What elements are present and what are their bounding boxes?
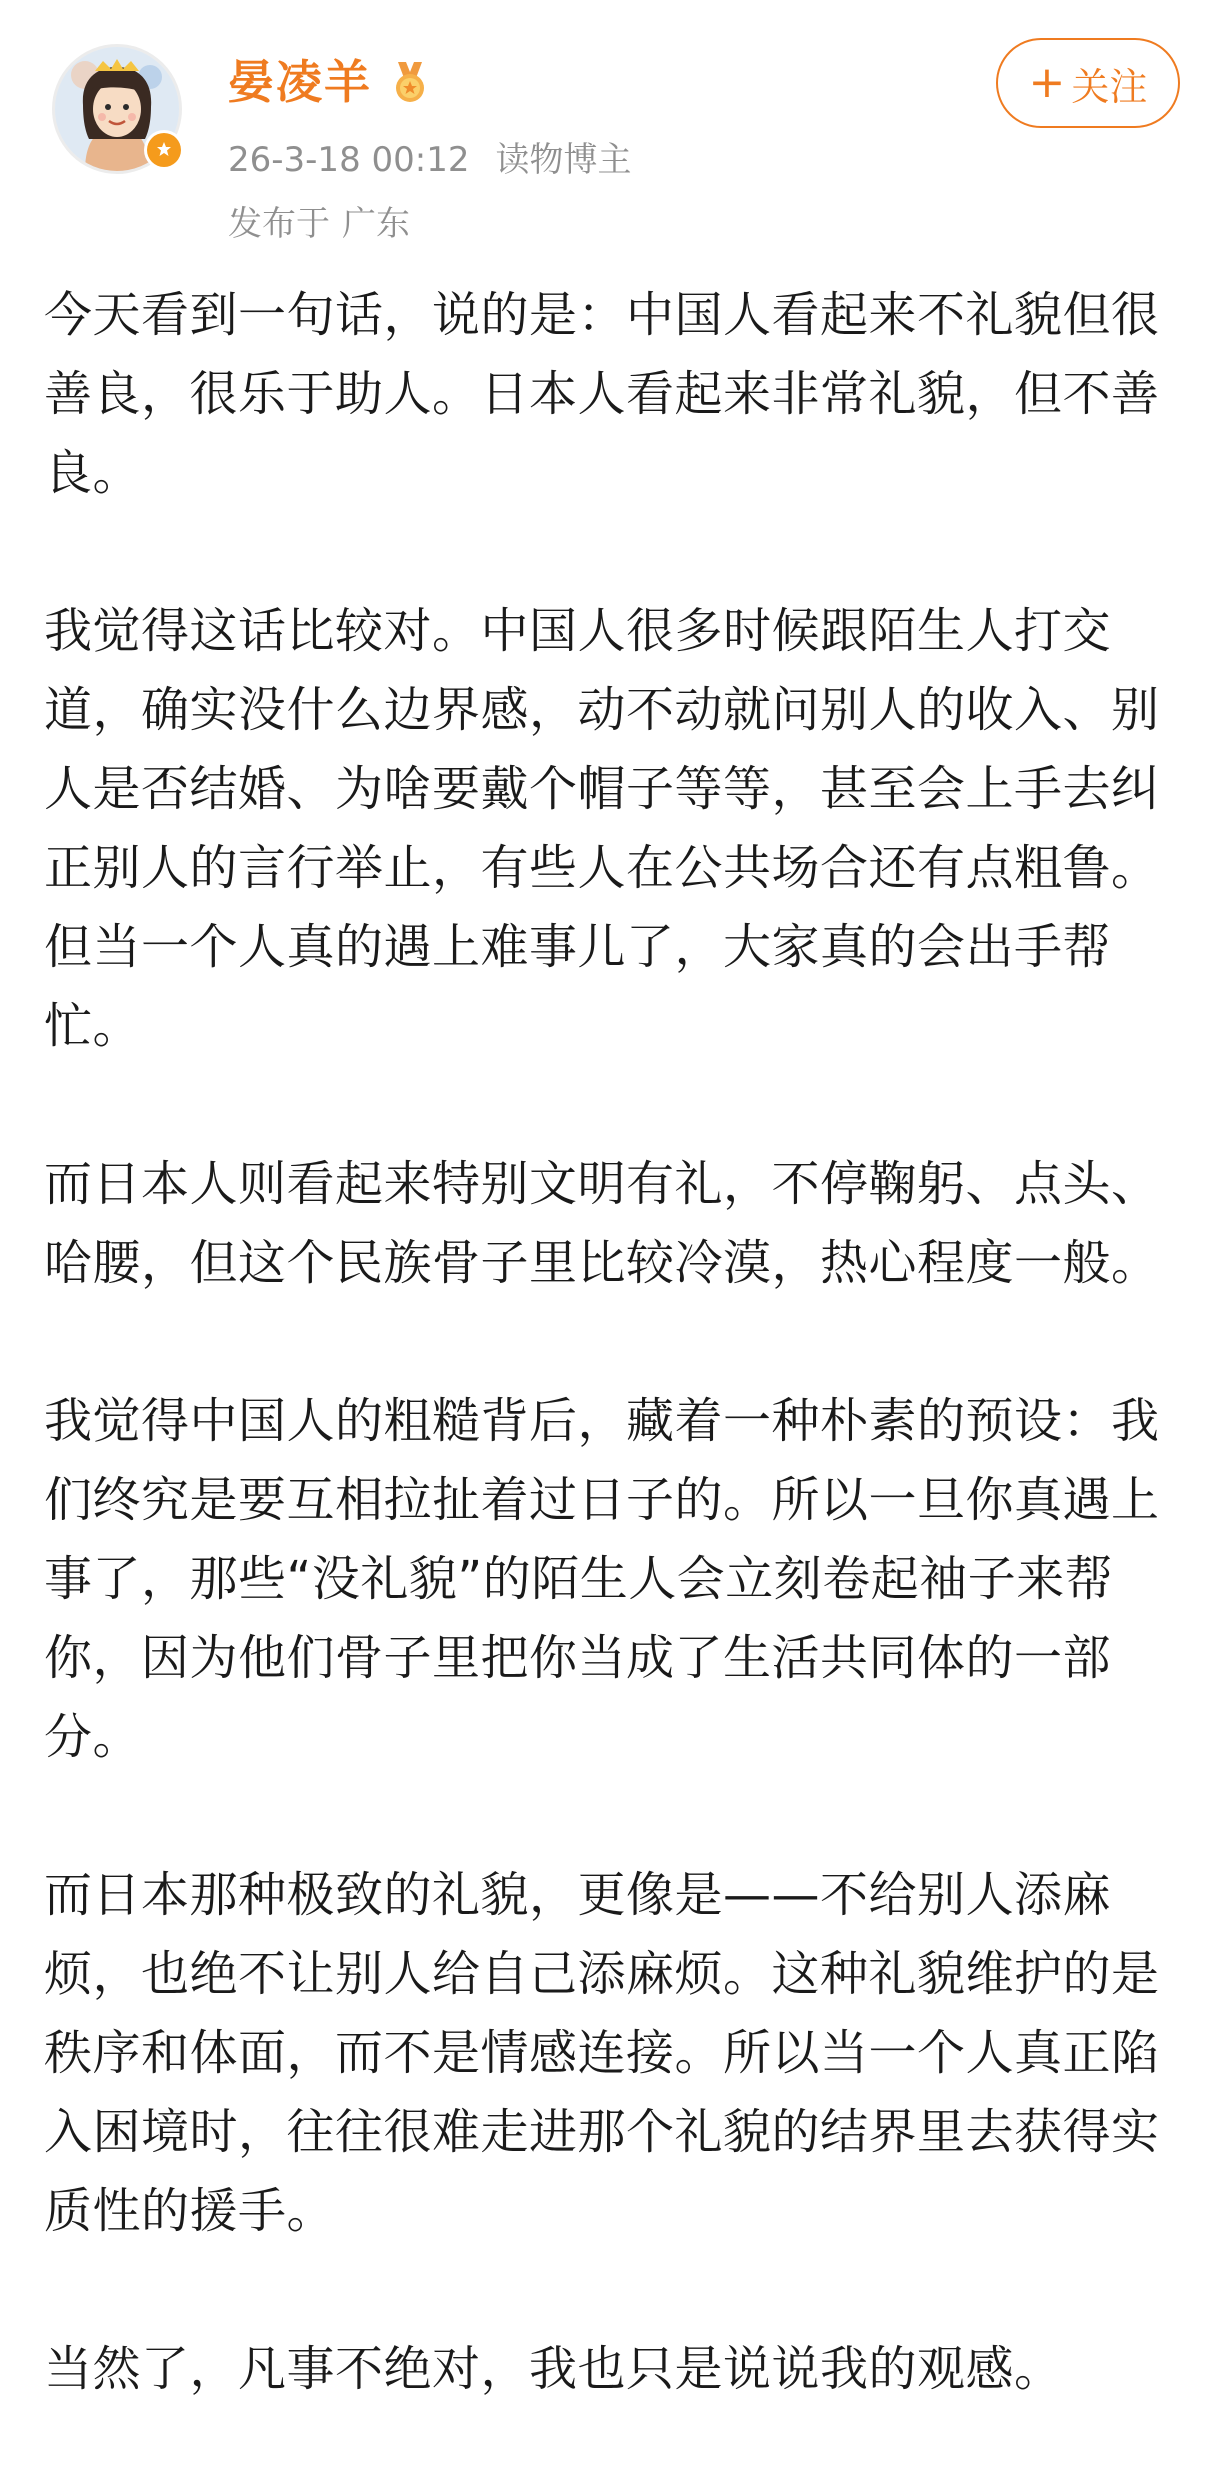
medal-icon[interactable] xyxy=(386,58,434,106)
author-name[interactable]: 晏凌羊 xyxy=(228,55,372,109)
follow-button[interactable] xyxy=(996,38,1180,128)
verified-icon xyxy=(147,133,181,167)
post-timestamp: 26-3-18 00:12 xyxy=(228,140,470,180)
verified-badge xyxy=(144,130,184,170)
author-source-tag[interactable]: 读物博主 xyxy=(495,140,632,180)
post-body xyxy=(44,276,1174,2488)
avatar-wrapper[interactable] xyxy=(52,44,182,174)
post-location xyxy=(228,202,410,246)
post-paragraph: 我觉得中国人的粗糙背后，藏着一种朴素的预设：我们终究是要互相拉扯着过日子的。所以一旦你真遇上事了，那些“没礼貌”的陌生人会立刻卷起袖子来帮你，因为他们骨子里把你当成了生活共同体的一部分。 xyxy=(44,1393,1160,1765)
location-value: 广东 xyxy=(342,204,410,244)
follow-label: 关注 xyxy=(1071,64,1148,109)
author-name-row[interactable] xyxy=(228,52,434,112)
post-paragraph: 今天看到一句话，说的是：中国人看起来不礼貌但很善良，很乐于助人。日本人看起来非常礼貌，但不善良。 xyxy=(44,287,1160,501)
post-paragraph: 我觉得这话比较对。中国人很多时候跟陌生人打交道，确实没什么边界感，动不动就问别人的收入、别人是否结婚、为啥要戴个帽子等等，甚至会上手去纠正别人的言行举止，有些人在公共场合还有点粗鲁。但当一个人真的遇上难事儿了，大家真的会出手帮忙。 xyxy=(44,603,1160,1054)
post-paragraph: 而日本人则看起来特别文明有礼，不停鞠躬、点头、哈腰，但这个民族骨子里比较冷漠，热心程度一般。 xyxy=(44,1156,1160,1291)
post-meta xyxy=(228,138,632,182)
post-header xyxy=(0,0,1216,244)
post-paragraph: 当然了，凡事不绝对，我也只是说说我的观感。 xyxy=(44,2341,1063,2397)
location-prefix: 发布于 xyxy=(228,204,330,244)
post-paragraph: 而日本那种极致的礼貌，更像是——不给别人添麻烦，也绝不让别人给自己添麻烦。这种礼貌维护的是秩序和体面，而不是情感连接。所以当一个人真正陷入困境时，往往很难走进那个礼貌的结界里去获得实质性的援手。 xyxy=(44,1867,1160,2239)
plus-icon: + xyxy=(1028,57,1066,108)
